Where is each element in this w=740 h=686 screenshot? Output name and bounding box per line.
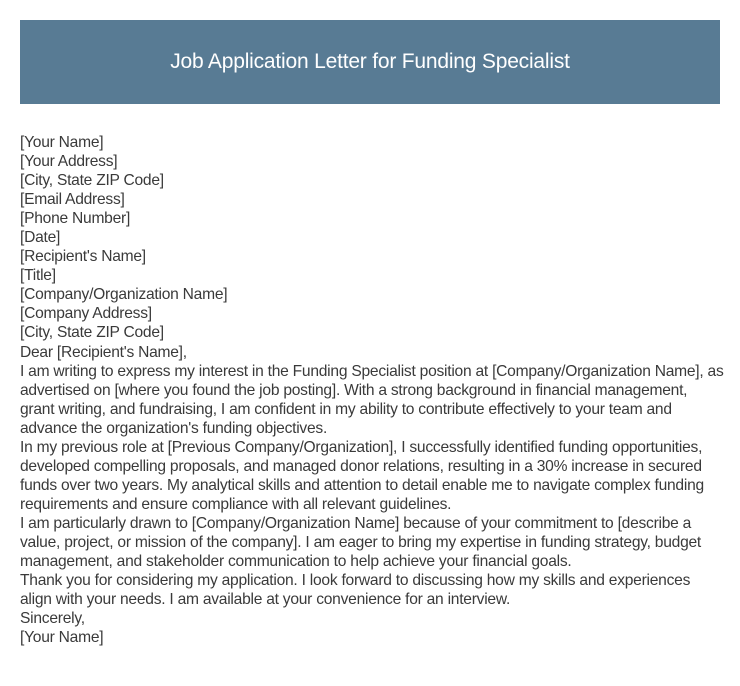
paragraph-intro: I am writing to express my interest in the Funding Specialist position at [Company/Organization Name], as advertised on [where you found the job posting]. With a strong background in financial management, grant writing, and fundraising, I am confident in my ability to contribute effectively to your team and advance the organization's funding objectives. (20, 362, 724, 437)
paragraph-motivation: I am particularly drawn to [Company/Organization Name] because of your commitment to [describe a value, project, or mission of the company]. I am eager to bring my expertise in funding strategy, budget management, and stakeholder communication to help achieve your financial goals. (20, 514, 701, 571)
recipient-address: [Company Address] (20, 305, 152, 323)
signature: [Your Name] (20, 629, 104, 647)
sender-email: [Email Address] (20, 191, 125, 209)
sender-phone: [Phone Number] (20, 210, 131, 228)
recipient-company: [Company/Organization Name] (20, 286, 228, 304)
paragraph-closing: Thank you for considering my application. I look forward to discussing how my skills and experiences align with your needs. I am available at your convenience for an interview. (20, 572, 691, 609)
sender-name: [Your Name] (20, 134, 104, 151)
recipient-name: [Recipient's Name] (20, 248, 146, 266)
closing: Sincerely, (20, 610, 85, 628)
page-header (20, 20, 720, 104)
sender-city: [City, State ZIP Code] (20, 172, 164, 190)
letter-date: [Date] (20, 229, 61, 247)
recipient-title: [Title] (20, 267, 56, 285)
letter-body (20, 133, 725, 647)
salutation: Dear [Recipient's Name], (20, 343, 187, 361)
page-title: Job Application Letter for Funding Specialist (170, 50, 570, 73)
sender-address: [Your Address] (20, 153, 118, 171)
recipient-city: [City, State ZIP Code] (20, 324, 164, 342)
paragraph-experience: In my previous role at [Previous Company/Organization], I successfully identified funding opportunities, developed compelling proposals, and managed donor relations, resulting in a 30% increase in secured funds over two years. My analytical skills and attention to detail enable me to navigate complex funding requirements and ensure compliance with all relevant guidelines. (20, 438, 704, 513)
